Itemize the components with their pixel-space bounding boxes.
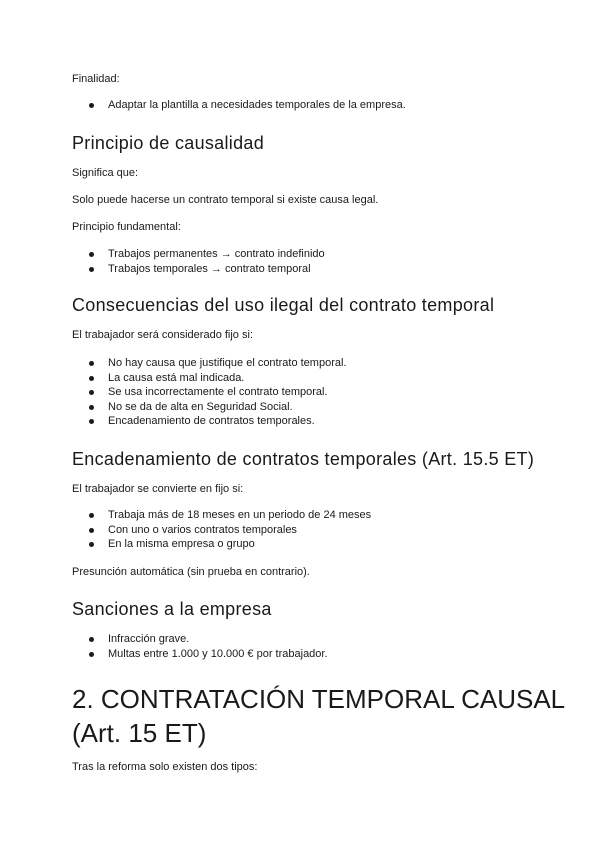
list-item: Trabajos temporales → contrato temporal [0, 262, 325, 277]
consecuencias-list [0, 356, 346, 429]
list-item: Encadenamiento de contratos temporales. [0, 414, 346, 429]
sanciones-list [0, 632, 328, 661]
bullet-icon [89, 252, 94, 257]
bullet-icon [89, 390, 94, 395]
encadenamiento-list [0, 508, 371, 552]
consecuencias-heading: Consecuencias del uso ilegal del contrato temporal [72, 295, 495, 315]
bullet-icon [89, 652, 94, 657]
finalidad-list [0, 98, 406, 113]
causalidad-list [0, 247, 325, 276]
seccion2-intro: Tras la reforma solo existen dos tipos: [72, 761, 258, 773]
bullet-icon [89, 637, 94, 642]
encadenamiento-presuncion: Presunción automática (sin prueba en contrario). [72, 566, 310, 578]
seccion2-heading-line1: 2. CONTRATACIÓN TEMPORAL CAUSAL [72, 684, 566, 714]
list-item: Adaptar la plantilla a necesidades temporales de la empresa. [0, 98, 406, 113]
causalidad-definicion: Solo puede hacerse un contrato temporal si existe causa legal. [72, 194, 379, 206]
list-item: En la misma empresa o grupo [0, 537, 371, 552]
seccion2-heading-line2: (Art. 15 ET) [72, 718, 207, 748]
consecuencias-intro: El trabajador será considerado fijo si: [72, 329, 253, 341]
bullet-icon [89, 103, 94, 108]
list-item: No se da de alta en Seguridad Social. [0, 400, 346, 415]
bullet-icon [89, 405, 94, 410]
list-item: Se usa incorrectamente el contrato temporal. [0, 385, 346, 400]
bullet-icon [89, 513, 94, 518]
bullet-icon [89, 376, 94, 381]
causalidad-significa: Significa que: [72, 167, 139, 179]
causalidad-fundamental: Principio fundamental: [72, 221, 181, 233]
bullet-icon [89, 361, 94, 366]
bullet-icon [89, 267, 94, 272]
encadenamiento-heading: Encadenamiento de contratos temporales (Art. 15.5 ET) [72, 449, 535, 469]
causalidad-heading: Principio de causalidad [72, 133, 265, 153]
bullet-icon [89, 419, 94, 424]
encadenamiento-intro: El trabajador se convierte en fijo si: [72, 483, 244, 495]
list-item: Multas entre 1.000 y 10.000 € por trabajador. [0, 647, 328, 662]
list-item: No hay causa que justifique el contrato temporal. [0, 356, 346, 371]
list-item: Con uno o varios contratos temporales [0, 523, 371, 538]
bullet-icon [89, 528, 94, 533]
list-item: La causa está mal indicada. [0, 371, 346, 386]
list-item: Trabaja más de 18 meses en un periodo de 24 meses [0, 508, 371, 523]
finalidad-label: Finalidad: [72, 73, 120, 85]
sanciones-heading: Sanciones a la empresa [72, 599, 272, 619]
bullet-icon [89, 542, 94, 547]
list-item: Infracción grave. [0, 632, 328, 647]
list-item: Trabajos permanentes → contrato indefinido [0, 247, 325, 262]
